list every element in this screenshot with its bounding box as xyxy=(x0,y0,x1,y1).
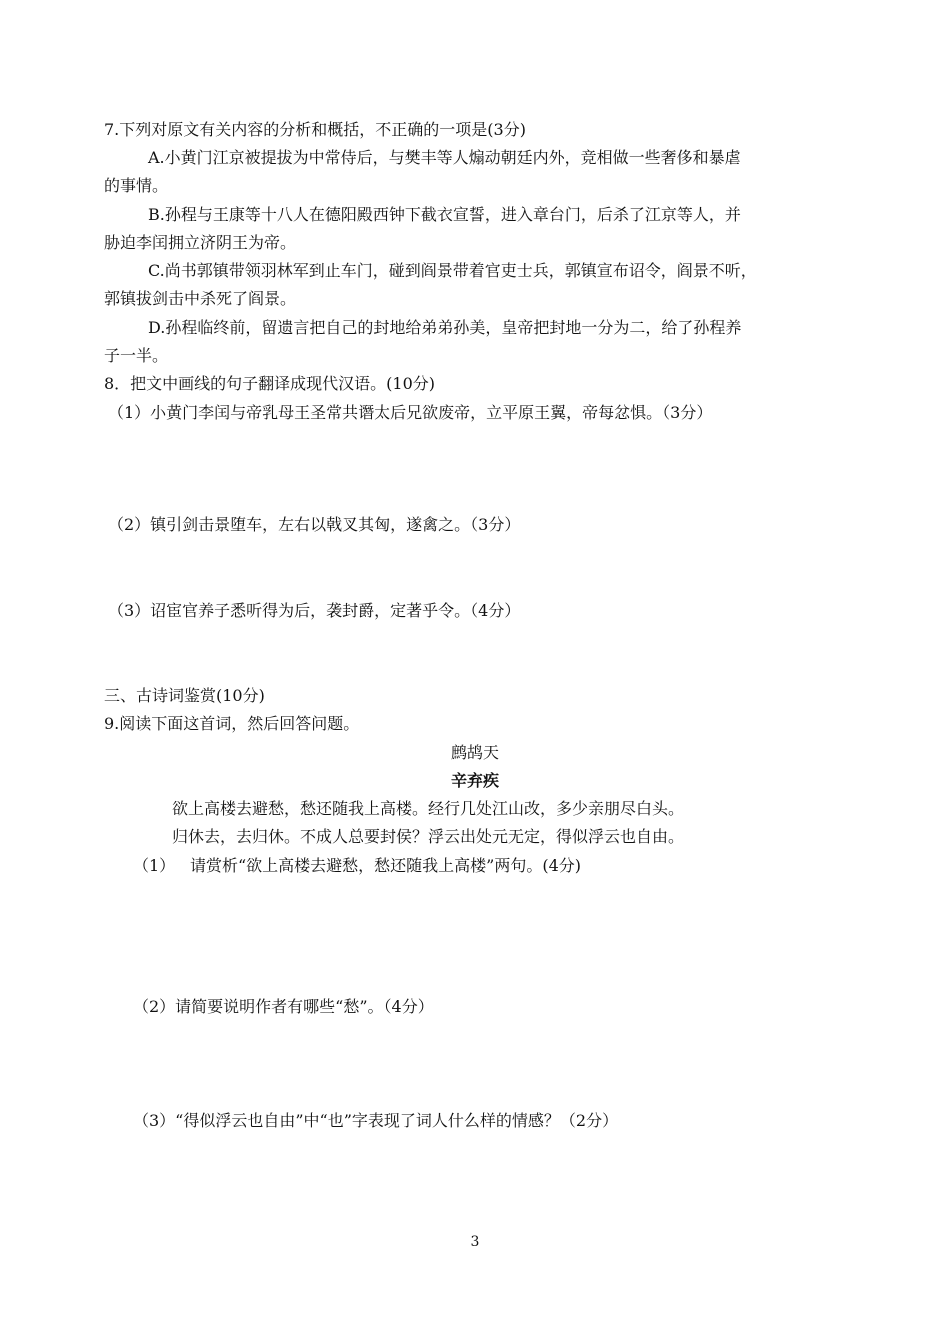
question-7-option-d-continued: 子一半。 xyxy=(104,346,169,365)
question-9-sub-2: （2）请简要说明作者有哪些“愁”。（4分） xyxy=(133,997,434,1016)
question-7-option-b-continued: 胁迫李闰拥立济阴王为帝。 xyxy=(104,233,297,252)
question-8-sentence-1: （1）小黄门李闰与帝乳母王圣常共谮太后兄欲废帝，立平原王翼，帝每忿惧。（3分） xyxy=(108,403,713,422)
page-number: 3 xyxy=(470,1234,480,1250)
question-7-option-a: A.小黄门江京被提拔为中常侍后，与樊丰等人煽动朝廷内外，竞相做一些奢侈和暴虐 xyxy=(148,148,741,167)
question-9-sub-3: （3）“得似浮云也自由”中“也”字表现了词人什么样的情感？（2分） xyxy=(133,1111,619,1130)
poem-line-2: 归休去，去归休。不成人总要封侯？浮云出处元无定，得似浮云也自由。 xyxy=(172,827,685,846)
question-7-stem: 7.下列对原文有关内容的分析和概括，不正确的一项是(3分) xyxy=(104,120,526,139)
question-8-sentence-3: （3）诏宦官养子悉听得为后，袭封爵，定著乎令。（4分） xyxy=(108,601,521,620)
question-7-option-c-continued: 郭镇拔剑击中杀死了阎景。 xyxy=(104,289,297,308)
question-7-option-b: B.孙程与王康等十八人在德阳殿西钟下截衣宣誓，进入章台门，后杀了江京等人，并 xyxy=(148,205,741,224)
question-9-sub-1-text: 请赏析“欲上高楼去避愁，愁还随我上高楼”两句。(4分) xyxy=(190,856,582,875)
question-8-stem: 8．把文中画线的句子翻译成现代汉语。(10分) xyxy=(104,374,436,393)
question-9-stem: 9.阅读下面这首词，然后回答问题。 xyxy=(104,714,360,733)
question-7-option-a-continued: 的事情。 xyxy=(104,176,169,195)
section-3-heading: 三、古诗词鉴赏(10分) xyxy=(104,686,265,705)
poem-author: 辛弃疾 xyxy=(450,771,499,790)
poem-title: 鹧鸪天 xyxy=(450,743,499,762)
question-7-option-c: C.尚书郭镇带领羽林军到止车门，碰到阎景带着官吏士兵，郭镇宣布诏令，阎景不听， xyxy=(148,261,757,280)
question-7-option-d: D.孙程临终前，留遗言把自己的封地给弟弟孙美，皇帝把封地一分为二，给了孙程养 xyxy=(148,318,742,337)
question-9-sub-1-number: （1） xyxy=(133,856,176,875)
poem-line-1: 欲上高楼去避愁，愁还随我上高楼。经行几处江山改，多少亲朋尽白头。 xyxy=(172,799,685,818)
question-8-sentence-2: （2）镇引剑击景堕车，左右以戟叉其匈，遂禽之。（3分） xyxy=(108,515,521,534)
